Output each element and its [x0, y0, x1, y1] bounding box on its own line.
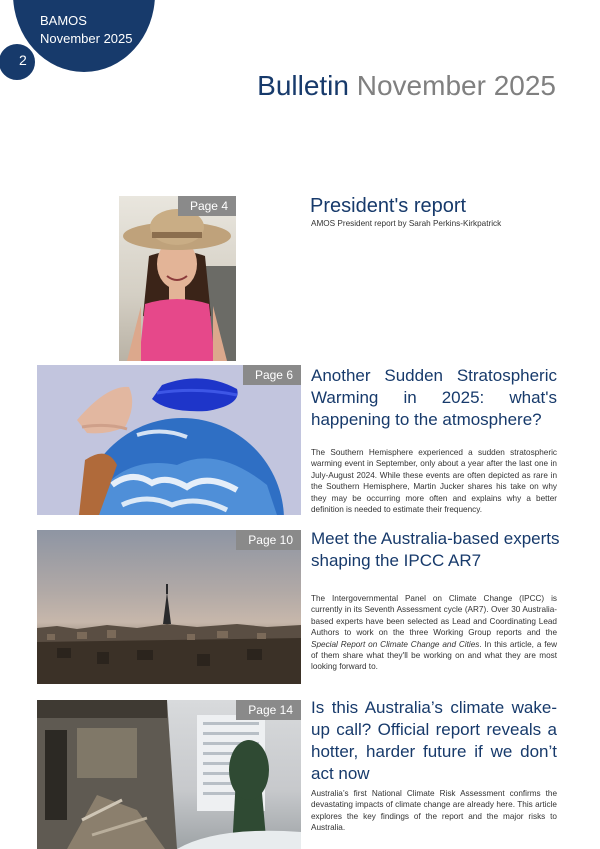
- article-title[interactable]: Another Sudden Stratospheric Warming in 2025: what's happening to the atmosphere?: [311, 366, 557, 429]
- article-title[interactable]: President's report: [310, 195, 467, 217]
- stratosphere-globe-illustration: [37, 365, 301, 515]
- page-tag[interactable]: Page 4: [178, 196, 236, 216]
- title-bulletin: Bulletin: [257, 70, 349, 101]
- summary-text: . In this article, a few of them share what they'll be working on and what they are most looking forward to.: [311, 639, 557, 672]
- storm-damage-photo[interactable]: [37, 700, 301, 849]
- article-title[interactable]: Is this Australia’s climate wake-up call? Official report reveals a hotter, harder future if we don’t act now: [311, 698, 557, 783]
- article-summary: The Southern Hemisphere experienced a sudden stratospheric warming event in September, only about a year after the last one in July-August 2024. While these events are often depicted as rare in the Southern Hemisphere, Martin Jucker shares his take on why they may be occurring more often and explains why a better definition is needed to estimate their frequency.: [311, 448, 557, 515]
- ssw-visualization[interactable]: [37, 365, 301, 515]
- page-number: 2: [19, 52, 27, 68]
- page-title: [257, 70, 556, 102]
- article-summary: Australia’s first National Climate Risk Assessment confirms the devastating impacts of climate change are already here. This article explores the key findings of the report and the major risks to Australia.: [311, 789, 557, 833]
- publication-label: [40, 12, 133, 48]
- page-tag[interactable]: Page 6: [243, 365, 301, 385]
- page-tag[interactable]: Page 10: [236, 530, 301, 550]
- city-skyline-illustration: [37, 530, 301, 684]
- publication-name: BAMOS: [40, 13, 87, 28]
- publication-issue: November 2025: [40, 31, 133, 46]
- article-summary: [311, 593, 557, 673]
- article-title[interactable]: Meet the Australia-based experts shaping the IPCC AR7: [311, 529, 560, 570]
- report-title-italic: Special Report on Climate Change and Cities: [311, 639, 480, 649]
- title-issue: November 2025: [356, 70, 556, 101]
- page-tag[interactable]: Page 14: [236, 700, 301, 720]
- paris-skyline-photo[interactable]: [37, 530, 301, 684]
- portrait-illustration: [119, 196, 236, 361]
- summary-text: The Intergovernmental Panel on Climate Change (IPCC) is currently in its Seventh Assessment cycle (AR7). Over 30 Australia-based experts have been selected as Lead and Coordinating Lead Authors to work on the three Working Group reports and the: [311, 594, 557, 638]
- article-byline: AMOS President report by Sarah Perkins-Kirkpatrick: [311, 219, 502, 228]
- president-photo[interactable]: [119, 196, 236, 361]
- coastal-damage-illustration: [37, 700, 301, 849]
